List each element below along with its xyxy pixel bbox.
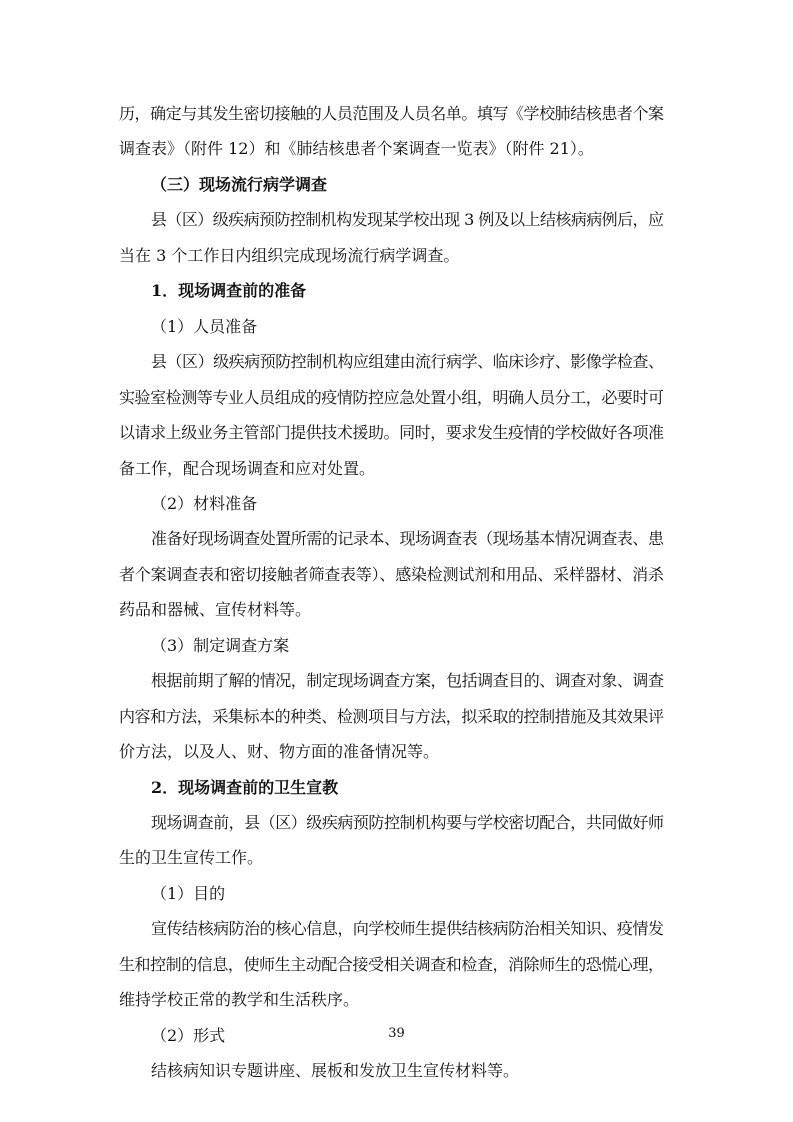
section-heading: 2．现场调查前的卫生宣教	[151, 777, 339, 797]
paragraph-line: 维持学校正常的教学和生活秩序。	[119, 990, 360, 1010]
paragraph-line: 实验室检测等专业人员组成的疫情防控应急处置小组，明确人员分工，必要时可	[119, 387, 664, 407]
subsection-heading: （3）制定调查方案	[151, 635, 290, 655]
paragraph-line: 宣传结核病防治的核心信息，向学校师生提供结核病防治相关知识、疫情发	[151, 919, 664, 939]
section-heading: （三）现场流行病学调查	[151, 174, 328, 194]
paragraph-line: 当在 3 个工作日内组织完成现场流行病学调查。	[119, 245, 460, 265]
paragraph-line: 历，确定与其发生密切接触的人员范围及人员名单。填写《学校肺结核患者个案	[119, 104, 664, 123]
paragraph-line: 以请求上级业务主管部门提供技术援助。同时，要求发生疫情的学校做好各项准	[119, 423, 664, 443]
paragraph-line: 准备好现场调查处置所需的记录本、现场调查表（现场基本情况调查表、患	[151, 529, 664, 549]
section-heading: 1．现场调查前的准备	[151, 281, 307, 301]
paragraph-line: 县（区）级疾病预防控制机构发现某学校出现 3 例及以上结核病病例后，应	[151, 210, 664, 230]
paragraph-line: 备工作，配合现场调查和应对处置。	[119, 458, 376, 478]
paragraph-line: 生的卫生宣传工作。	[119, 848, 264, 868]
paragraph-line: 结核病知识专题讲座、展板和发放卫生宣传材料等。	[151, 1061, 520, 1081]
subsection-heading: （1）人员准备	[151, 316, 258, 336]
paragraph-line: 生和控制的信息，使师生主动配合接受相关调查和检查，消除师生的恐慌心理，	[119, 954, 664, 974]
paragraph-line: 现场调查前，县（区）级疾病预防控制机构要与学校密切配合，共同做好师	[151, 813, 664, 832]
paragraph-line: 县（区）级疾病预防控制机构应组建由流行病学、临床诊疗、影像学检查、	[151, 352, 664, 372]
paragraph-line: 根据前期了解的情况，制定现场调查方案，包括调查目的、调查对象、调查	[151, 671, 664, 691]
paragraph-line: 内容和方法，采集标本的种类、检测项目与方法，拟采取的控制措施及其效果评	[119, 706, 664, 726]
page-number: 39	[388, 1026, 405, 1041]
paragraph-line: 者个案调查表和密切接触者筛查表等）、感染检测试剂和用品、采样器材、消杀	[119, 564, 664, 584]
paragraph-line: 药品和器械、宣传材料等。	[119, 600, 312, 620]
subsection-heading: （2）材料准备	[151, 493, 258, 513]
paragraph-line: 调查表》（附件 12）和《肺结核患者个案调查一览表》（附件 21）。	[119, 139, 594, 159]
subsection-heading: （1）目的	[151, 883, 226, 903]
subsection-heading: （2）形式	[151, 1025, 226, 1045]
paragraph-line: 价方法，以及人、财、物方面的准备情况等。	[119, 742, 440, 762]
